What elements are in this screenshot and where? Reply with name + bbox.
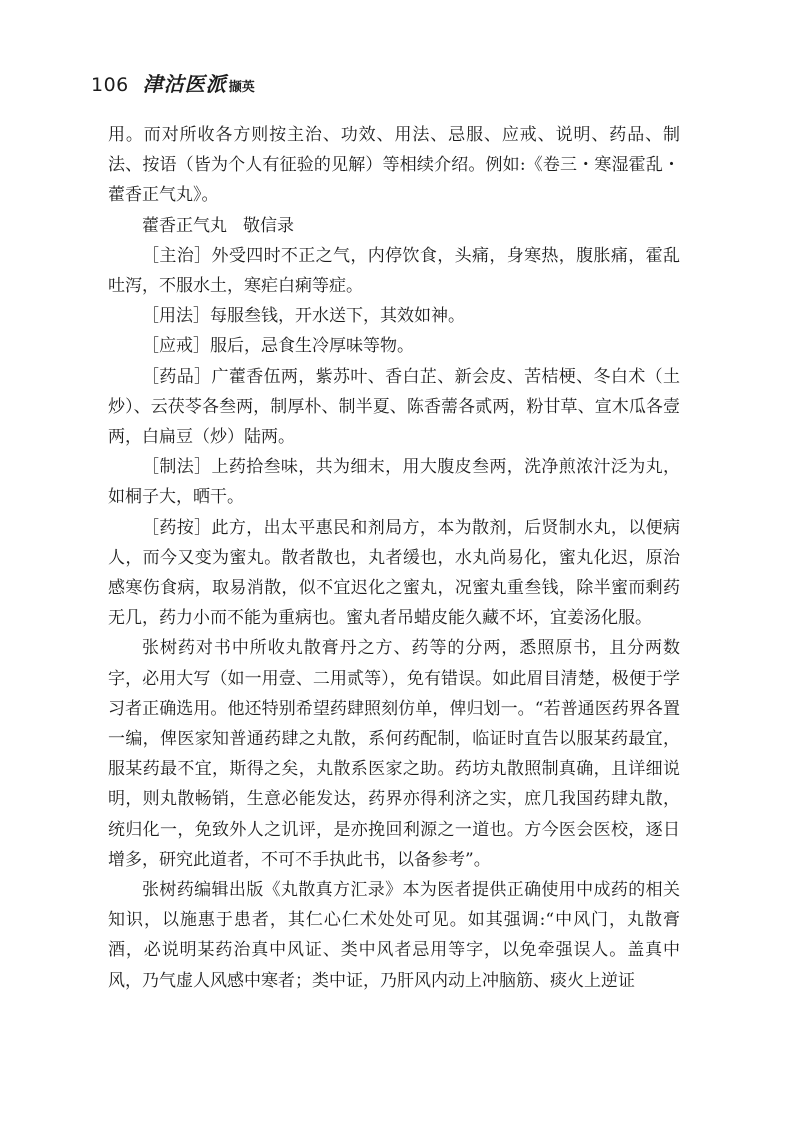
section-text: 广藿香伍两，紫苏叶、香白芷、新会皮、苦桔梗、冬白术（土炒）、云茯苓各叁两，制厚朴、制半夏、陈香薷各贰两，粉甘草、宣木瓜各壹两，白扁豆（炒）陆两。 bbox=[108, 366, 681, 448]
section-yaoan bbox=[108, 513, 680, 634]
section-zhuzhi bbox=[108, 241, 680, 301]
section-zhifa bbox=[108, 452, 680, 512]
section-yongfa bbox=[108, 301, 680, 331]
section-yingjie bbox=[108, 331, 680, 361]
section-label: ［药按］ bbox=[142, 517, 212, 538]
body-paragraph-2: 张树药编辑出版《丸散真方汇录》本为医者提供正确使用中成药的相关知识，以施惠于患者，其仁心仁术处处可见。如其强调:“中风门，丸散膏酒，必说明某药治真中风证、类中风者忌用等字，以免牵强误人。盖真中风，乃气虚人风感中寒者；类中证，乃肝风内动上冲脑筋、痰火上逆证 bbox=[108, 880, 680, 991]
section-text: 外受四时不正之气，内停饮食，头痛，身寒热，腹胀痛，霍乱吐泻，不服水土，寒疟白痢等症。 bbox=[108, 245, 681, 297]
section-label: ［药品］ bbox=[142, 366, 212, 387]
section-label: ［制法］ bbox=[142, 457, 212, 478]
section-text: 服后，忌食生冷厚味等物。 bbox=[210, 336, 414, 357]
section-label: ［主治］ bbox=[142, 245, 212, 266]
section-label: ［应戒］ bbox=[142, 336, 210, 357]
recipe-title: 藿香正气丸 bbox=[142, 215, 227, 236]
section-text: 每服叁钱，开水送下，其效如神。 bbox=[210, 306, 465, 327]
section-label: ［用法］ bbox=[142, 306, 210, 327]
recipe-source: 敬信录 bbox=[243, 215, 294, 236]
section-text: 上药拾叁味，共为细末，用大腹皮叁两，洗净煎浓汁泛为丸，如桐子大，晒干。 bbox=[108, 457, 681, 508]
page-header bbox=[91, 68, 255, 97]
page-body bbox=[108, 120, 680, 996]
book-title: 津沽医派 bbox=[142, 72, 227, 96]
section-text: 此方，出太平惠民和剂局方，本为散剂，后贤制水丸，以便病人，而今又变为蜜丸。散者散也，丸者缓也，水丸尚易化，蜜丸化迟，原治感寒伤食病，取易消散，似不宜迟化之蜜丸，况蜜丸重叁钱，除半蜜而剩药无几，药力小而不能为重病也。蜜丸者吊蜡皮能久藏不坏，宜姜汤化服。 bbox=[108, 517, 681, 629]
book-subtitle: 撷英 bbox=[228, 80, 255, 95]
intro-paragraph: 用。而对所收各方则按主治、功效、用法、忌服、应戒、说明、药品、制法、按语（皆为个人有征验的见解）等相续介绍。例如:《卷三・寒湿霍乱・藿香正气丸》。 bbox=[108, 125, 680, 206]
page-number: 106 bbox=[91, 74, 129, 96]
section-yaopin bbox=[108, 362, 680, 453]
recipe-heading bbox=[108, 211, 680, 241]
body-paragraph-1: 张树药对书中所收丸散膏丹之方、药等的分两，悉照原书，且分两数字，必用大写（如一用壹、二用贰等），免有错误。如此眉目清楚，极便于学习者正确选用。他还特别希望药肆照刻仿单，俾归划一。“若普通医药界各置一编，俾医家知普通药肆之丸散，系何药配制，临证时直告以服某药最宜，服某药最不宜，斯得之矣，丸散系医家之助。药坊丸散照制真确，且详细说明，则丸散畅销，生意必能发达，药界亦得利济之实，庶几我国药肆丸散，统归化一，免致外人之讥评，是亦挽回利源之一道也。方今医会医校，逐日增多，研究此道者，不可不手执此书，以备参考”。 bbox=[108, 638, 680, 870]
